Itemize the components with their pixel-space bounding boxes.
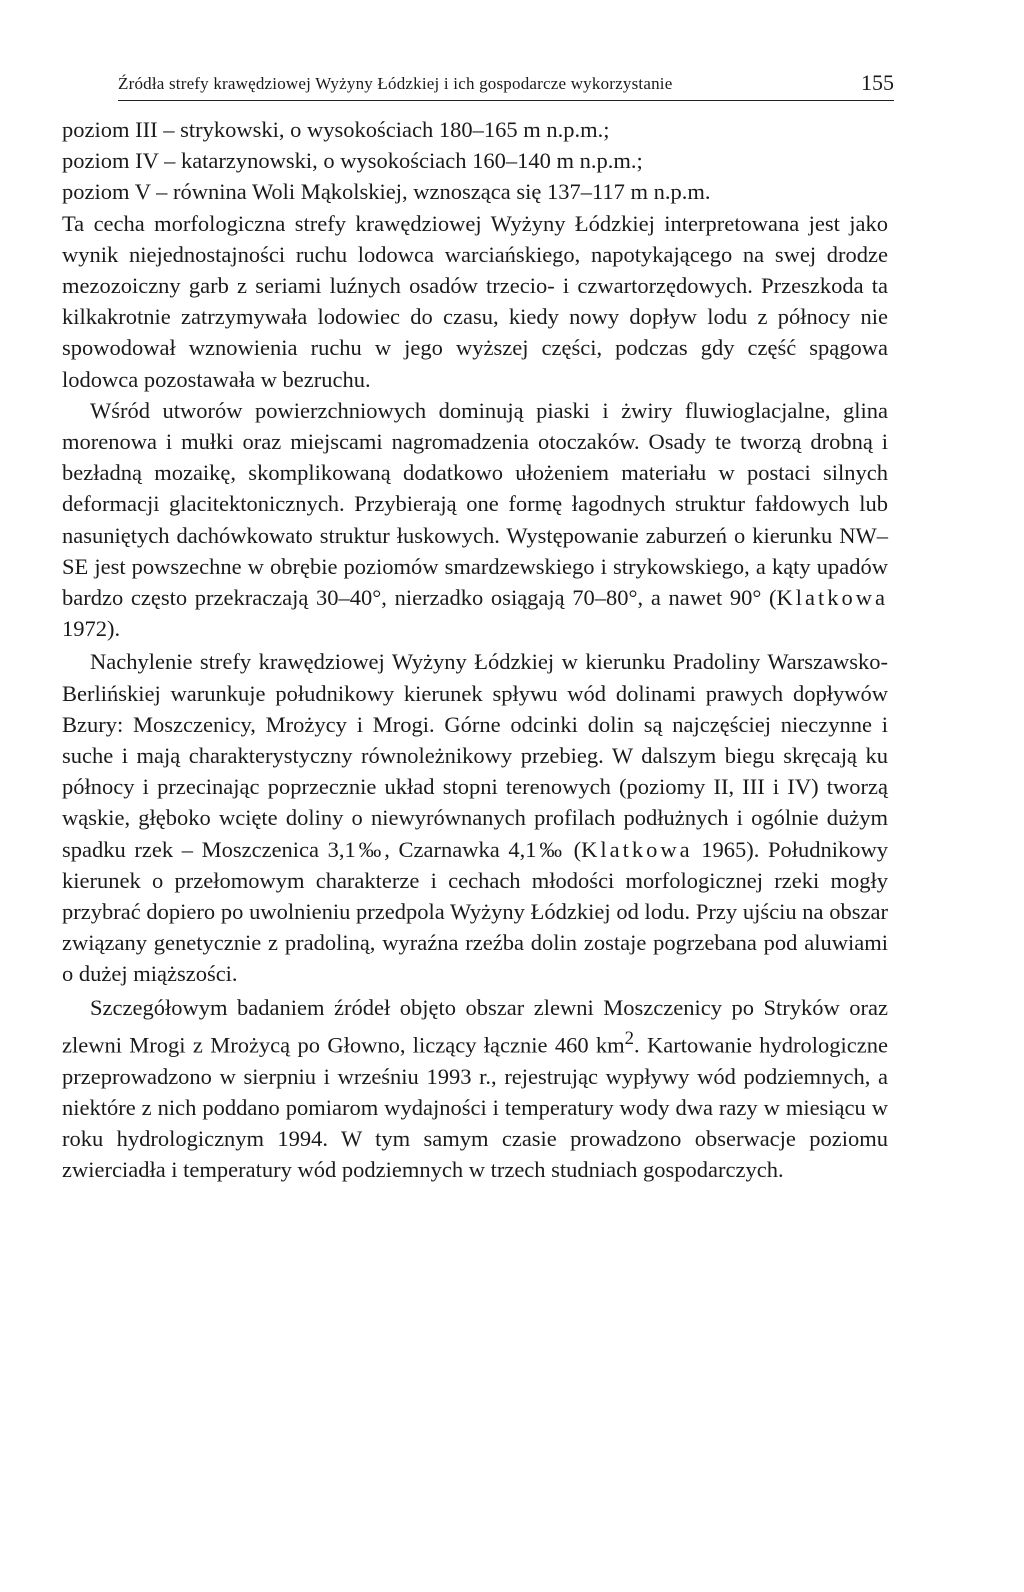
body-text <box>62 114 888 1185</box>
running-header <box>118 72 894 101</box>
paragraph-text: Wśród utworów powierzchniowych dominują piaski i żwiry fluwioglacjalne, glina morenowa i mułki oraz miejscami nagromadzenia otoczaków. Osady te tworzą drobną i bezładną mozaikę, skomplikowaną dodatkowo ułożeniem materiału w postaci silnych deformacji glacitektonicznych. Przybierają one formę łagodnych struktur fałdowych lub nasuniętych dachówkowato struktur łuskowych. Występowanie zaburzeń o kierunku NW–SE jest powszechne w obrębie poziomów smardzewskiego i strykowskiego, a kąty upadów bardzo często przekraczają 30–40°, nierzadko osiągają 70–80°, a nawet 90° ( <box>62 397 888 611</box>
paragraph-morphology: Ta cecha morfologiczna strefy krawędziowej Wyżyny Łódzkiej interpretowana jest jako wynik niejednostajności ruchu lodowca warciańskiego, napotykającego na swej drodze mezozoiczny garb z seriami luźnych osadów trzecio- i czwartorzędowych. Przeszkoda ta kilkakrotnie zatrzymywała lodowiec do czasu, kiedy nowy dopływ lodu z północy nie spowodował wznowienia ruchu w jego wyższej części, podczas gdy część spągowa lodowca pozostawała w bezruchu. <box>62 210 888 392</box>
running-title: Źródła strefy krawędziowej Wyżyny Łódzkiej i ich gospodarcze wykorzystanie <box>118 74 673 93</box>
citation-author: Klatkowa <box>776 585 888 611</box>
paragraph-slope-rivers <box>62 646 888 989</box>
level-line-v: poziom V – równina Woli Mąkolskiej, wznosząca się 137–117 m n.p.m. <box>62 179 711 205</box>
superscript: 2 <box>624 1027 635 1049</box>
paragraph-text: 1965). Południkowy kierunek o przełomowym charakterze i cechach młodości morfologicznej rzeki mogły przybrać dopiero po uwolnieniu przedpola Wyżyny Łódzkiej od lodu. Przy ujściu na obszar związany genetycznie z pradoliną, wyraźna rzeźba dolin zostaje pogrzebana pod aluwiami o dużej miąższości. <box>62 836 888 987</box>
paragraph-surface-deposits <box>62 395 888 645</box>
level-line-iii: poziom III – strykowski, o wysokościach 180–165 m n.p.m.; <box>62 117 610 142</box>
paragraph-text: Szczegółowym badaniem źródeł objęto obszar zlewni Moszczenicy po Stryków oraz zlewni Mrogi z Mrożycą po Głowno, liczący łącznie 460 km <box>62 994 888 1058</box>
paragraph-text: 1972). <box>62 616 121 642</box>
citation-author: Klatkowa <box>581 836 693 862</box>
paragraph-springs-study <box>62 992 888 1186</box>
paragraph-text: . Kartowanie hydrologiczne przeprowadzono w sierpniu i wrześniu 1993 r., rejestrując wypływy wód podziemnych, a niektóre z nich poddano pomiarom wydajności i temperatury wody dwa razy w miesiącu w roku hydrologicznym 1994. W tym samym czasie prowadzono obserwacje poziomu zwierciadła i temperatury wód podziemnych w trzech studniach gospodarczych. <box>62 1032 888 1183</box>
page-number: 155 <box>861 70 894 95</box>
level-line-iv: poziom IV – katarzynowski, o wysokościach 160–140 m n.p.m.; <box>62 148 643 174</box>
paragraph-text: Nachylenie strefy krawędziowej Wyżyny Łódzkiej w kierunku Pradoliny Warszawsko-Berlińskiej warunkuje południkowy kierunek spływu wód dolinami prawych dopływów Bzury: Moszczenicy, Mrożycy i Mrogi. Górne odcinki dolin są najczęściej nieczynne i suche i mają charakterystyczny równoleżnikowy przebieg. W dalszym biegu skręcają ku północy i przecinając poprzecznie układ stopni terenowych (poziomy II, III i IV) tworzą wąskie, głęboko wcięte doliny o niewyrównanych profilach podłużnych i ogólnie dużym spadku rzek – Moszczenica 3,1‰, Czarnawka 4,1‰ ( <box>62 649 888 862</box>
